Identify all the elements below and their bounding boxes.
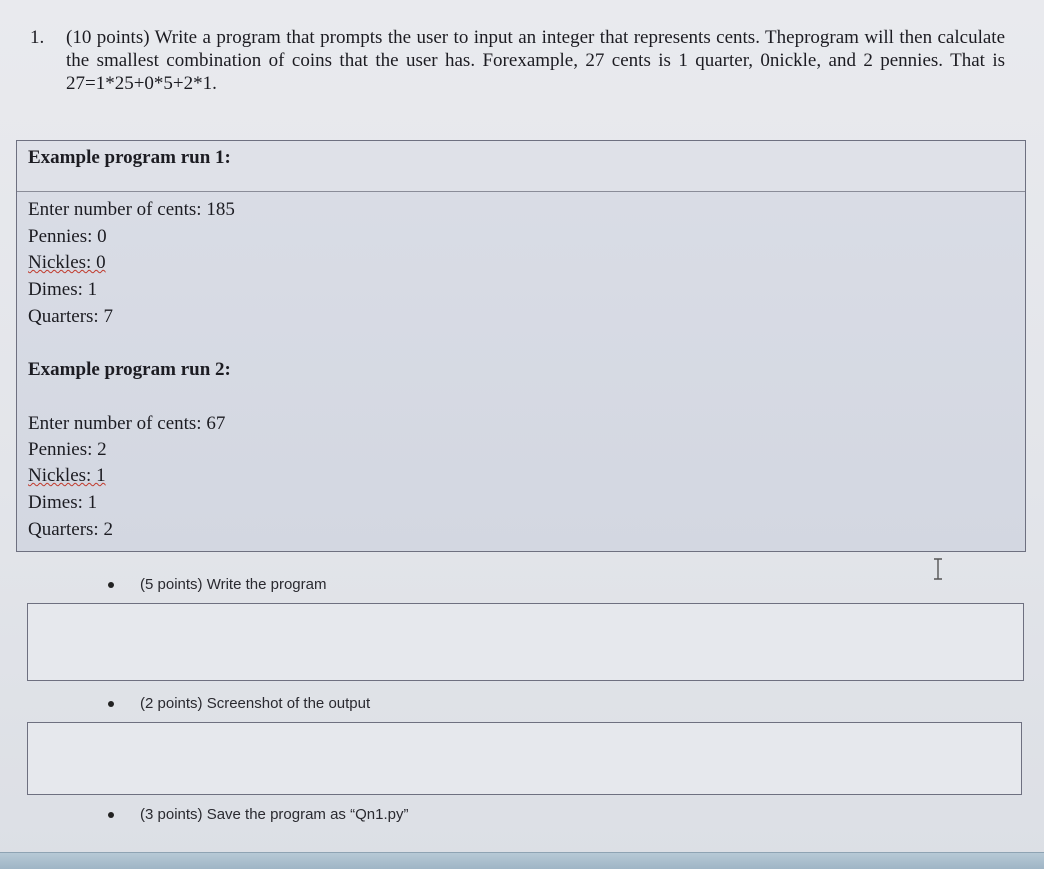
task-screenshot-output bbox=[108, 695, 370, 712]
example-2-line-nickles: Nickles: 1 bbox=[28, 465, 106, 486]
bullet-icon bbox=[108, 812, 114, 818]
example-2-line-dimes: Dimes: 1 bbox=[28, 492, 98, 513]
question-block bbox=[30, 26, 1005, 95]
question-number: 1. bbox=[30, 27, 45, 48]
example-1-line-input: Enter number of cents: 185 bbox=[28, 199, 235, 220]
screenshot-answer-box[interactable] bbox=[27, 722, 1022, 795]
example-1-line-dimes: Dimes: 1 bbox=[28, 279, 98, 300]
task-save-program-label: (3 points) Save the program as “Qn1.py” bbox=[140, 806, 409, 823]
example-2-heading: Example program run 2: bbox=[28, 359, 231, 380]
example-2-line-quarters: Quarters: 2 bbox=[28, 519, 113, 540]
example-2-line-pennies: Pennies: 2 bbox=[28, 439, 107, 460]
bottom-strip bbox=[0, 852, 1044, 869]
task-screenshot-output-label: (2 points) Screenshot of the output bbox=[140, 695, 371, 712]
question-text: (10 points) Write a program that prompts the user to input an integer that represents cents. Theprogram will then calculate the smallest combination of coins that the user has. Forexample, 27 cents is 1 quarter, 0nickle, and 2 pennies. That is 27=1*25+0*5+2*1. bbox=[66, 27, 1005, 94]
example-1-heading: Example program run 1: bbox=[28, 147, 231, 168]
task-write-program-label: (5 points) Write the program bbox=[140, 576, 327, 593]
example-1-line-pennies: Pennies: 0 bbox=[28, 226, 107, 247]
bullet-icon bbox=[108, 701, 114, 707]
text-cursor-icon bbox=[932, 558, 944, 580]
task-write-program bbox=[108, 576, 326, 593]
task-save-program bbox=[108, 806, 408, 823]
example-2-line-input: Enter number of cents: 67 bbox=[28, 413, 226, 434]
example-1-line-nickles: Nickles: 0 bbox=[28, 252, 106, 273]
program-answer-box[interactable] bbox=[27, 603, 1024, 681]
bullet-icon bbox=[108, 582, 114, 588]
example-runs-box bbox=[16, 140, 1026, 552]
example-1-line-quarters: Quarters: 7 bbox=[28, 306, 113, 327]
